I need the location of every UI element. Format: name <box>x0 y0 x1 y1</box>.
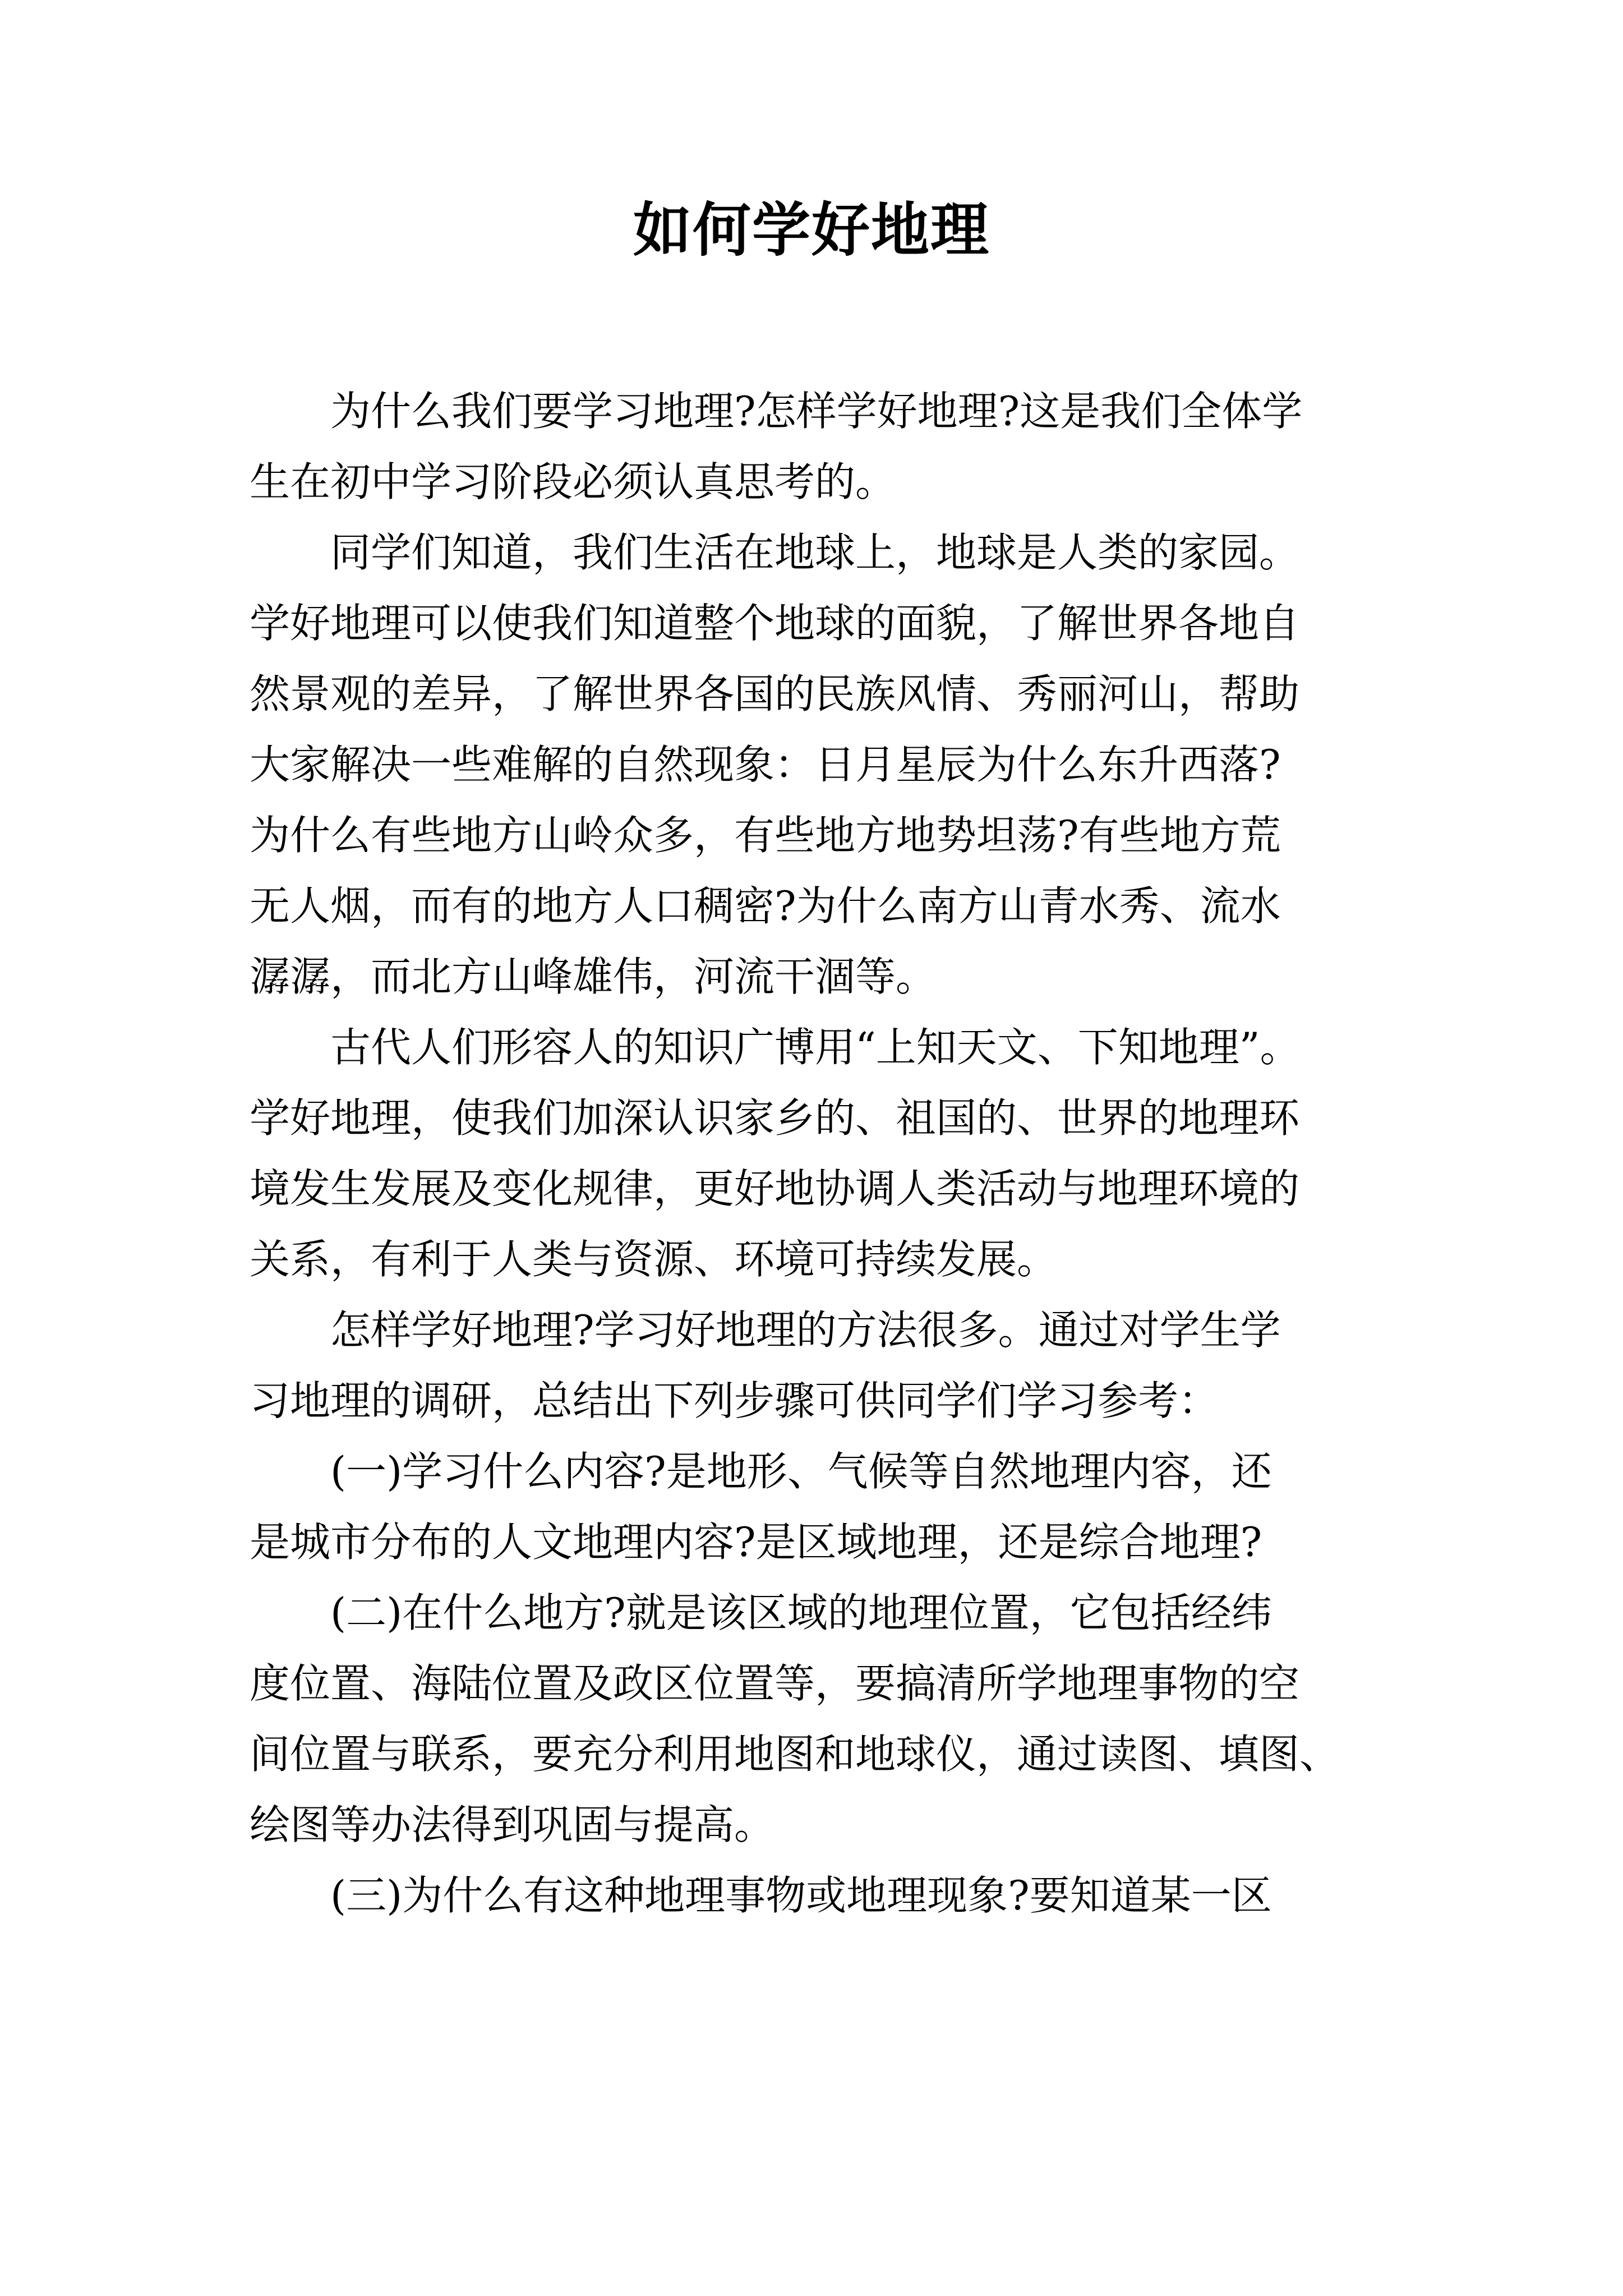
text-line: 为什么有些地方山岭众多，有些地方地势坦荡?有些地方荒 <box>250 812 1281 859</box>
text-line: 度位置、海陆位置及政区位置等，要搞清所学地理事物的空 <box>250 1660 1300 1707</box>
text-line: 潺潺，而北方山峰雄伟，河流干涸等。 <box>250 953 937 1000</box>
text-line: (二)在什么地方?就是该区域的地理位置，它包括经纬 <box>330 1589 1272 1636</box>
text-line: 古代人们形容人的知识广博用“上知天文、下知地理”。 <box>330 1024 1301 1071</box>
text-line: 怎样学好地理?学习好地理的方法很多。通过对学生学 <box>330 1306 1281 1354</box>
text-line: (一)学习什么内容?是地形、气候等自然地理内容，还 <box>330 1448 1272 1495</box>
text-line: 无人烟，而有的地方人口稠密?为什么南方山青水秀、流水 <box>250 882 1281 930</box>
text-line: (三)为什么有这种地理事物或地理现象?要知道某一区 <box>330 1872 1272 1919</box>
text-line: 为什么我们要学习地理?怎样学好地理?这是我们全体学 <box>330 388 1303 435</box>
text-line: 境发生发展及变化规律，更好地协调人类活动与地理环境的 <box>250 1165 1300 1212</box>
text-line: 然景观的差异，了解世界各国的民族风情、秀丽河山，帮助 <box>250 670 1300 717</box>
text-line: 学好地理可以使我们知道整个地球的面貌，了解世界各地自 <box>250 600 1300 647</box>
text-line: 学好地理，使我们加深认识家乡的、祖国的、世界的地理环 <box>250 1094 1300 1142</box>
text-line: 生在初中学习阶段必须认真思考的。 <box>250 458 896 505</box>
text-line: 间位置与联系，要充分利用地图和地球仪，通过读图、填图、 <box>250 1731 1340 1778</box>
text-line: 大家解决一些难解的自然现象：日月星辰为什么东升西落? <box>250 741 1281 788</box>
document-title: 如何学好地理 <box>633 195 990 264</box>
document-body <box>250 376 1377 1931</box>
text-line: 绘图等办法得到巩固与提高。 <box>250 1801 775 1848</box>
text-line: 习地理的调研，总结出下列步骤可供同学们学习参考： <box>250 1377 1219 1424</box>
text-line: 是城市分布的人文地理内容?是区域地理，还是综合地理? <box>250 1519 1262 1566</box>
text-line: 关系，有利于人类与资源、环境可持续发展。 <box>250 1236 1058 1283</box>
text-line: 同学们知道，我们生活在地球上，地球是人类的家园。 <box>330 529 1300 576</box>
